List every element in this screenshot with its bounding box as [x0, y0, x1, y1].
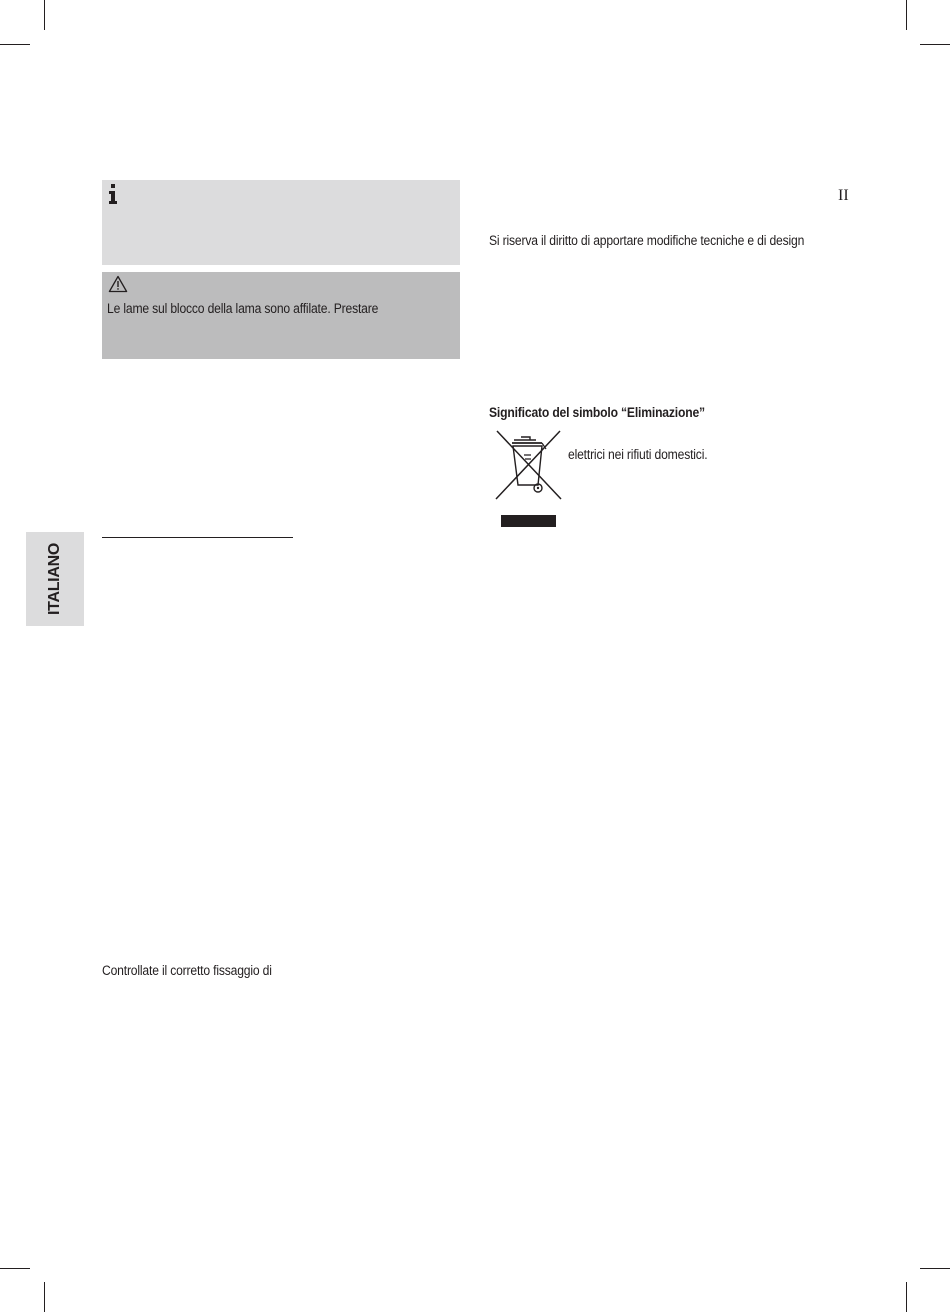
divider-rule [102, 537, 293, 538]
crop-mark [0, 44, 30, 45]
crop-mark [906, 0, 907, 30]
crop-mark [44, 0, 45, 30]
language-side-tab [26, 532, 84, 626]
crop-mark [906, 1282, 907, 1312]
fastening-check-text: Controllate il corretto fissaggio di [102, 963, 272, 978]
crop-mark [920, 1268, 950, 1269]
note-box [102, 180, 460, 265]
info-icon [108, 184, 118, 204]
disposal-heading: Significato del simbolo “Eliminazione” [489, 405, 705, 420]
roman-numeral: II [838, 187, 849, 204]
crossed-out-wheelie-bin-icon [494, 429, 562, 529]
language-tab-label: ITALIANO [46, 543, 63, 615]
crop-mark [920, 44, 950, 45]
warning-triangle-icon [108, 275, 128, 293]
warning-box [102, 272, 460, 359]
disposal-text: elettrici nei rifiuti domestici. [568, 447, 708, 462]
crop-mark [44, 1282, 45, 1312]
warning-text: Le lame sul blocco della lama sono affilate. Prestare [107, 301, 379, 316]
reserve-rights-text: Si riserva il diritto di apportare modifiche tecniche e di design [489, 233, 805, 248]
crop-mark [0, 1268, 30, 1269]
